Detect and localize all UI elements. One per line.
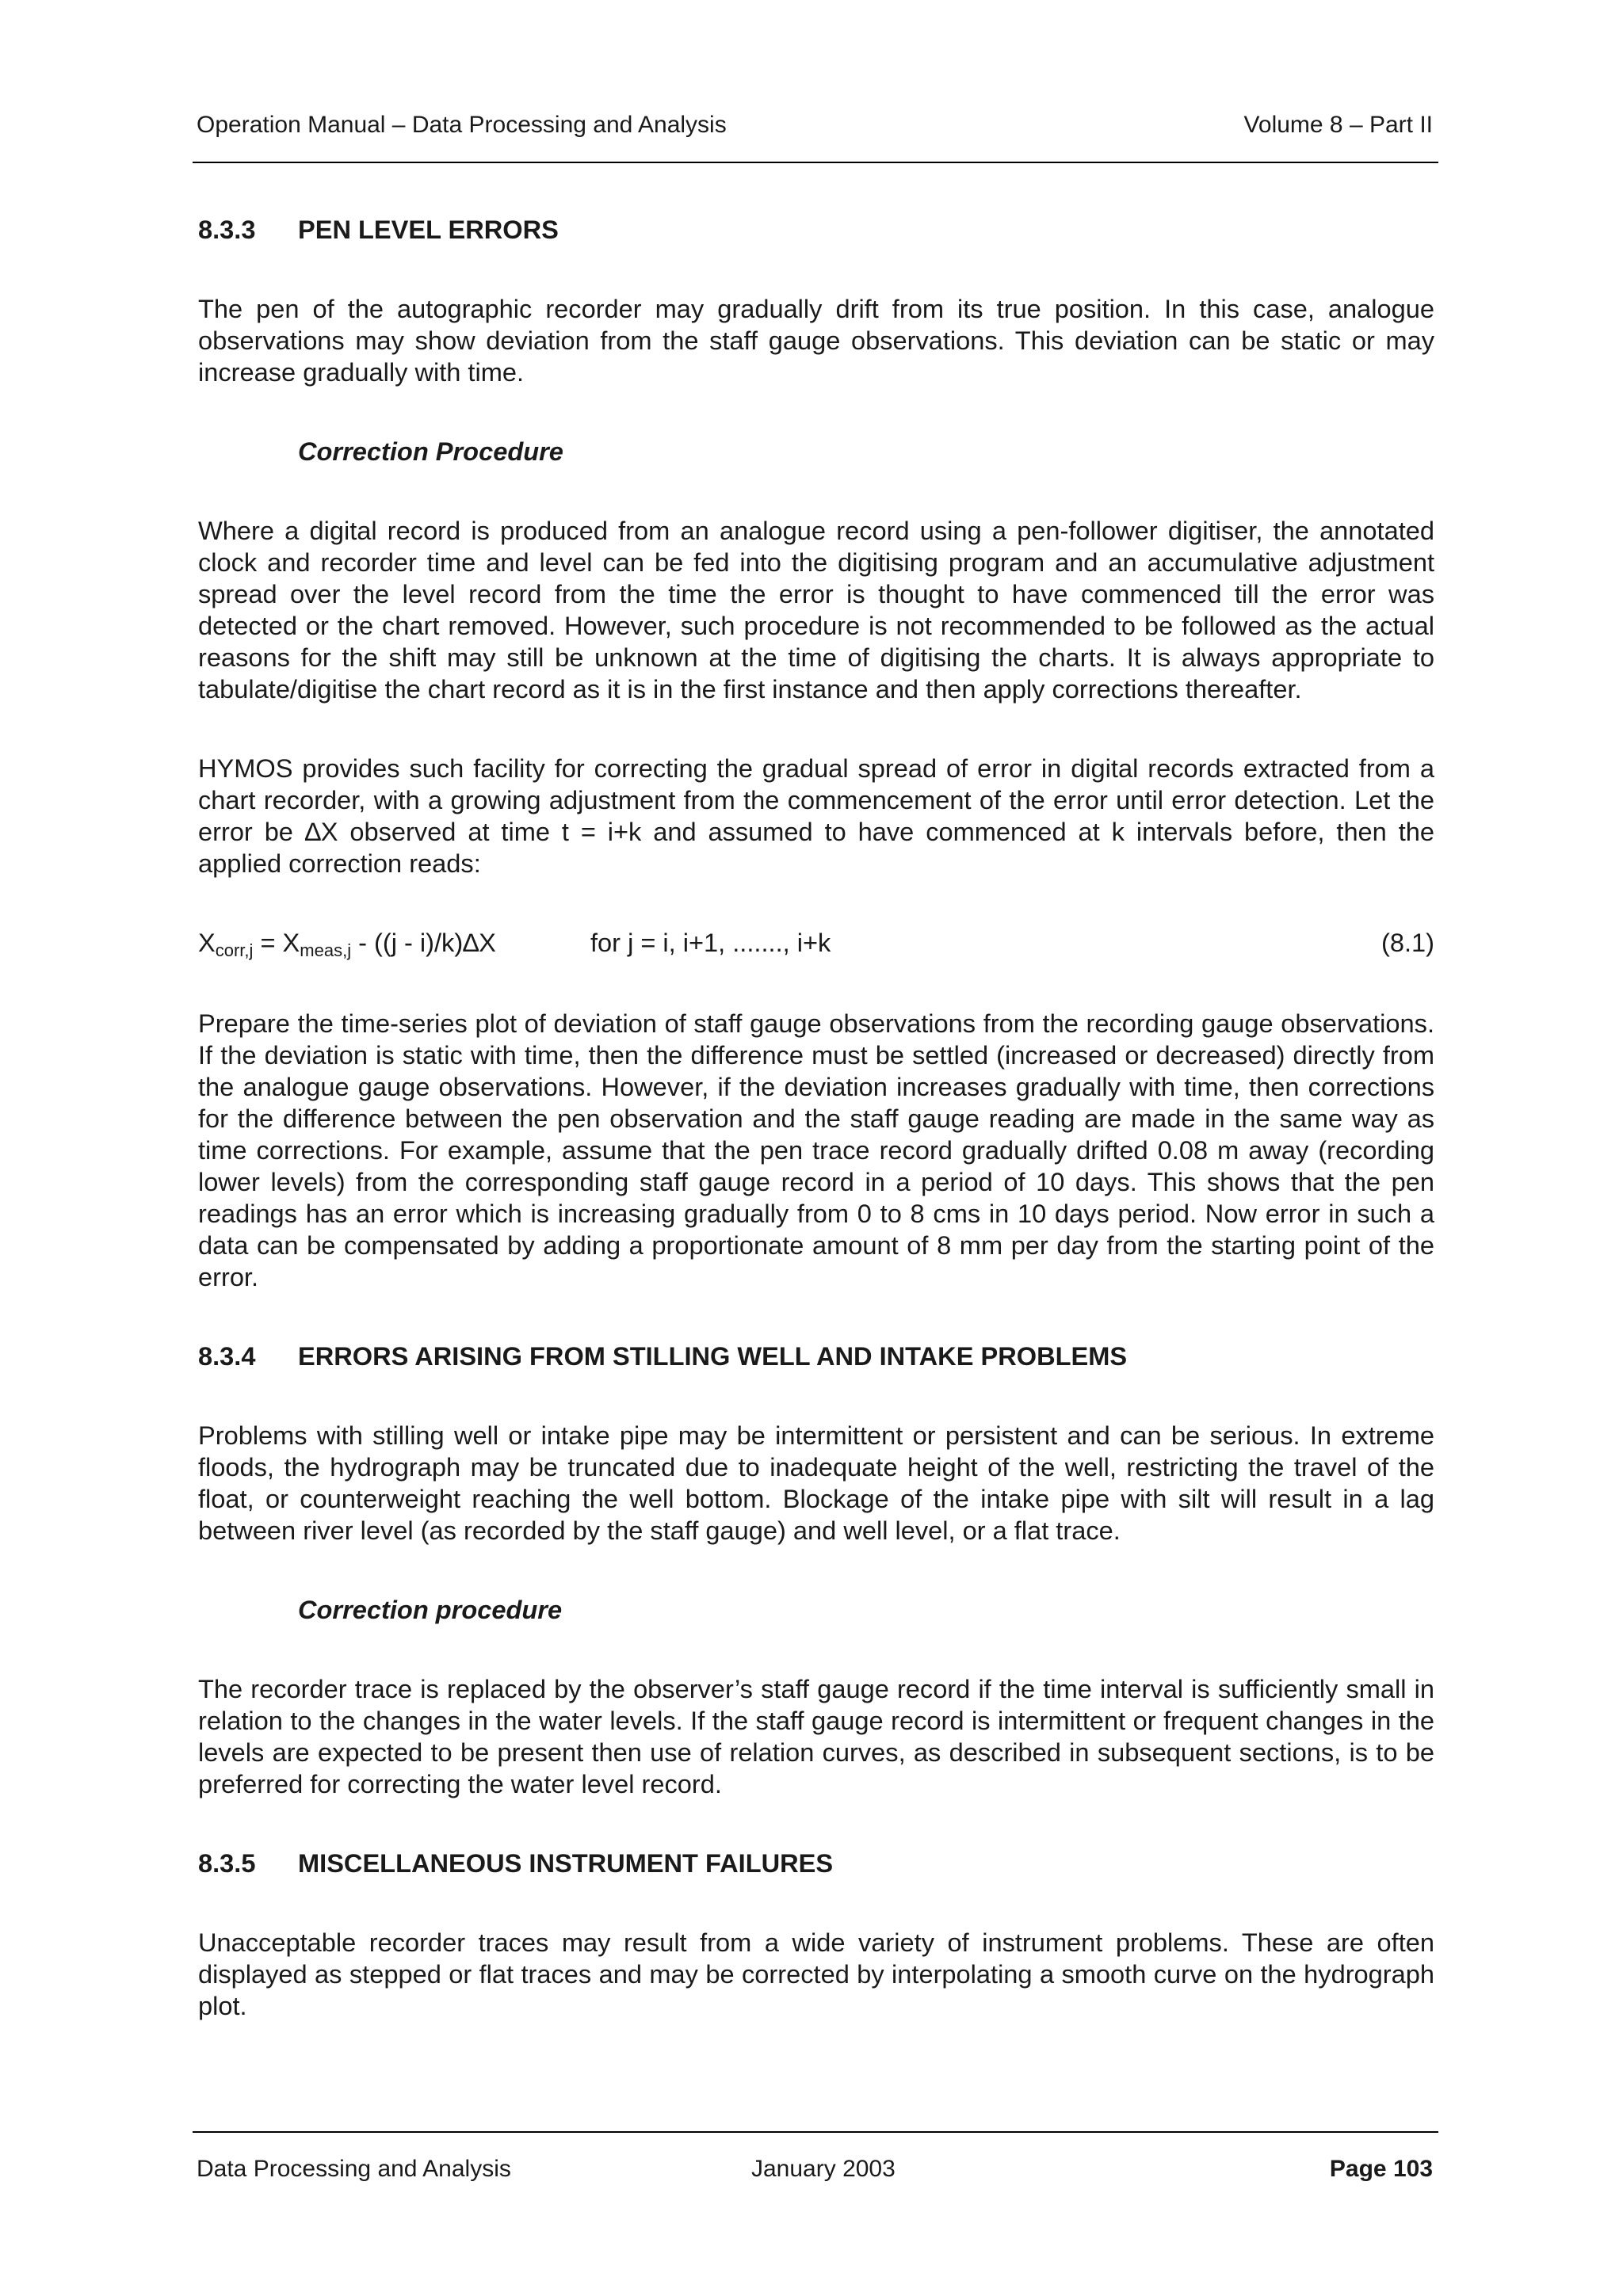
paragraph: HYMOS provides such facility for correcting the gradual spread of error in digital records extracted from a chart recorder, with a growing adjustment from the commencement of the error until error detection. Let the error be ∆X observed at time t = i+k and assumed to have commenced at k intervals before, then the applied correction reads:: [198, 753, 1434, 878]
page-body: [198, 214, 1434, 2022]
header-manual-title: Operation Manual – Data Processing and Analysis: [197, 112, 727, 138]
header-volume: Volume 8 – Part II: [1243, 112, 1433, 138]
footer-rule: [193, 2131, 1438, 2133]
section-title: PEN LEVEL ERRORS: [298, 215, 559, 244]
section-title: ERRORS ARISING FROM STILLING WELL AND INTAKE PROBLEMS: [298, 1341, 1128, 1371]
paragraph: Where a digital record is produced from an analogue record using a pen-follower digitiser, the annotated clock and recorder time and level can be fed into the digitising program and an accumulative adjustment spread over the level record from the time the error is thought to have commenced till the error was detected or the chart removed. However, such procedure is not recommended to be followed as the actual reasons for the shift may still be unknown at the time of digitising the charts. It is always appropriate to tabulate/digitise the chart record as it is in the first instance and then apply corrections thereafter.: [198, 516, 1434, 704]
footer-date: January 2003: [751, 2156, 896, 2182]
subheading-correction-procedure: Correction procedure: [298, 1595, 563, 1624]
section-number: 8.3.3: [198, 215, 256, 244]
equation-8-1: [198, 927, 1434, 960]
section-number: 8.3.5: [198, 1848, 256, 1878]
footer-title: Data Processing and Analysis: [197, 2156, 511, 2182]
header-rule: [193, 162, 1438, 163]
equation-expression: $X_{corr,j} = X_{meas,j} - ((j - i)/k)\Delta X$: [198, 928, 496, 960]
subheading-correction-procedure: Correction Procedure: [298, 437, 563, 466]
paragraph: The recorder trace is replaced by the observer’s staff gauge record if the time interval is sufficiently small in relation to the changes in the water levels. If the staff gauge record is intermittent or frequent changes in the levels are expected to be present then use of relation curves, as described in subsequent sections, is to be preferred for correcting the water level record.: [198, 1674, 1434, 1798]
section-number: 8.3.4: [198, 1341, 256, 1371]
section-heading-8-3-3: [198, 214, 1434, 246]
paragraph: Prepare the time-series plot of deviation of staff gauge observations from the recording gauge observations. If the deviation is static with time, then the difference must be settled (increased or decreased) directly from the analogue gauge observations. However, if the deviation increases gradually with time, then corrections for the difference between the pen observation and the staff gauge reading are made in the same way as time corrections. For example, assume that the pen trace record gradually drifted 0.08 m away (recording lower levels) from the corresponding staff gauge record in a period of 10 days. This shows that the pen readings has an error which is increasing gradually from 0 to 8 cms in 10 days period. Now error in such a data can be compensated by adding a proportionate amount of 8 mm per day from the starting point of the error.: [198, 1009, 1434, 1291]
paragraph: Unacceptable recorder traces may result from a wide variety of instrument problems. These are often displayed as stepped or flat traces and may be corrected by interpolating a smooth curve on the hydrograph plot.: [198, 1928, 1434, 2020]
equation-range: for j = i, i+1, ......., i+k: [590, 928, 831, 957]
paragraph: The pen of the autographic recorder may gradually drift from its true position. In this case, analogue observations may show deviation from the staff gauge observations. This deviation can be static or may increase gradually with time.: [198, 294, 1434, 387]
section-heading-8-3-4: [198, 1341, 1434, 1372]
section-title: MISCELLANEOUS INSTRUMENT FAILURES: [298, 1848, 834, 1878]
section-heading-8-3-5: [198, 1848, 1434, 1879]
paragraph: Problems with stilling well or intake pipe may be intermittent or persistent and can be serious. In extreme floods, the hydrograph may be truncated due to inadequate height of the well, restricting the travel of the float, or counterweight reaching the well bottom. Blockage of the intake pipe with silt will result in a lag between river level (as recorded by the staff gauge) and well level, or a flat trace.: [198, 1421, 1434, 1545]
equation-number: (8.1): [1381, 928, 1434, 957]
page-number: Page 103: [1329, 2156, 1433, 2182]
